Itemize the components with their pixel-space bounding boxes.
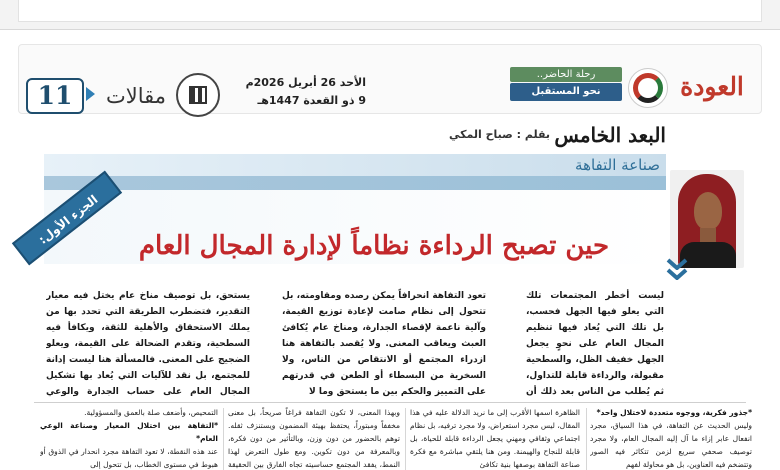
body-column-2: تعود التفاهة انحرافاً يمكن رصده ومقاومته، بل تتحول إلى نظام صامت لإعادة توزيع القيمة، وآلية ناعمة لإقصاء الجدارة، ومناخ عام يُكافئ العبث ويعاقب المعنى. ولا يُقصد بالتفاهة هنا ازدراء المجتمع أو الانتقاص من الناس، ولا السخرية من البسطاء أو الطعن في قدرتهم على التمييز والحكم بين ما يستحق وما لا — [282, 291, 486, 397]
paragraph: عند هذه النقطة، لا تعود التفاهة مجرد انحدار في الذوق أو هبوط في مستوى الخطاب، بل تتحول إلى — [40, 447, 218, 469]
paragraph: التمحيص، وأضعف صلة بالعمق والمسؤولية. — [84, 408, 218, 417]
column-divider — [405, 408, 406, 470]
portrait-face — [694, 192, 722, 230]
portrait-shirt — [680, 242, 736, 268]
body-column-3: يستحق، بل توصيف مناخ عام يختل فيه معيار التقدير، فتضطرب الطريقة التي تحدد بها من يملك الاستحقاق والأهلية للثقة، ويكافأ فيه السطحية، وتقدم الضحالة على القيمة، ويعلو الضجيج على المعنى. فالمسألة هنا ليست إدانة للمجتمع، بل نقد للآليات التي يُعاد بها تشكيل المجال العام على حساب الجدارة والوعي — [46, 291, 250, 397]
paragraph: وليس الحديث عن التفاهة، في هذا السياق، مجرد انفعال عابر إزاء ما آل إليه المجال العام، ولا مجرد توصيف صحفي سريع لزمن تتكاثر فيه الصور وتتضخم فيه العناوين، بل هو محاولة لفهم — [590, 421, 752, 469]
date-hijri: 9 ذو القعدة 1447هـ — [257, 94, 366, 107]
subheading: *جذور فكرية، ووجوه متعددة لاختلال واحد* — [596, 408, 752, 417]
paragraph: الظاهرة اسمها الأقرب إلى ما نريد الدلالة عليه في هذا المقال، ليس مجرد استعراض، ولا مجرد ترفيه، بل نظام اجتماعي وثقافي ومهني يجعل الرداءة قابلة للحياة، بل قابلة للنجاح والهيمنة. ومن هنا يلتقي مباشرة مع فكرة صناعة التفاهة بوصفها بنية تكافئ — [410, 408, 580, 469]
date-gregorian: الأحد 26 أبريل 2026م — [245, 76, 366, 89]
lower-column-1 — [590, 406, 752, 470]
top-strip-inner — [18, 0, 762, 22]
chevron-down-icon — [666, 268, 688, 280]
logo-ring — [633, 73, 663, 103]
newspaper-logo: العودة — [680, 72, 744, 101]
author-portrait — [670, 170, 744, 268]
section-divider — [34, 402, 746, 403]
article-headline: حين تصبح الرداءة نظاماً لإدارة المجال العام — [138, 231, 610, 261]
tagline-bottom: نحو المستقبل — [510, 83, 622, 101]
body-column-1: ليست أخطر المجتمعات تلك التي يعلو فيها الجهل فحسب، بل تلك التي يُعاد فيها تنظيم المجال العام على نحوٍ يجعل الجهل خفيف الظل، والسطحية مقبولة، والرداءة قابلة للتداول، ثم يُطلب من الناس بعد ذلك أن — [526, 291, 664, 397]
lower-column-3 — [228, 406, 400, 470]
article-subtitle: صناعة التفاهة — [575, 156, 660, 174]
lower-column-2 — [410, 406, 580, 470]
qr-code-icon — [176, 73, 220, 117]
column-divider — [223, 408, 224, 470]
series-ribbon: الجزء الأول: — [12, 171, 122, 266]
newspaper-page — [0, 30, 780, 470]
section-label: مقالات — [105, 84, 167, 108]
banner-dark — [44, 176, 666, 190]
column-divider — [586, 408, 587, 470]
logo-emblem-icon — [628, 68, 668, 108]
lower-column-4 — [40, 406, 218, 470]
page-number: 11 — [26, 78, 84, 114]
arrow-icon — [86, 87, 95, 101]
qr-pattern — [189, 86, 207, 104]
column-title: البعد الخامس — [554, 123, 666, 147]
top-strip — [0, 0, 780, 30]
paragraph: وبهذا المعنى، لا تكون التفاهة فراغاً صريحاً، بل معنى مخففاً ومبتوراً، يحتفظ بهيئة المضمون ويستنزف ثقله. توهم بالحضور من دون وزن، وبالتأثير من دون فكرة، وبالمعرفة من دون تكوين. ومع طول التعرض لهذا النمط، يفقد المجتمع حساسيته تجاه الفارق بين الحقيقة — [228, 408, 400, 469]
subheading: *التفاهة بين اختلال المعيار وصناعة الوعي العام* — [40, 421, 218, 443]
tagline-top: رحلة الحاضر.. — [510, 67, 622, 82]
byline: بقلم : صباح المكي — [448, 128, 550, 141]
